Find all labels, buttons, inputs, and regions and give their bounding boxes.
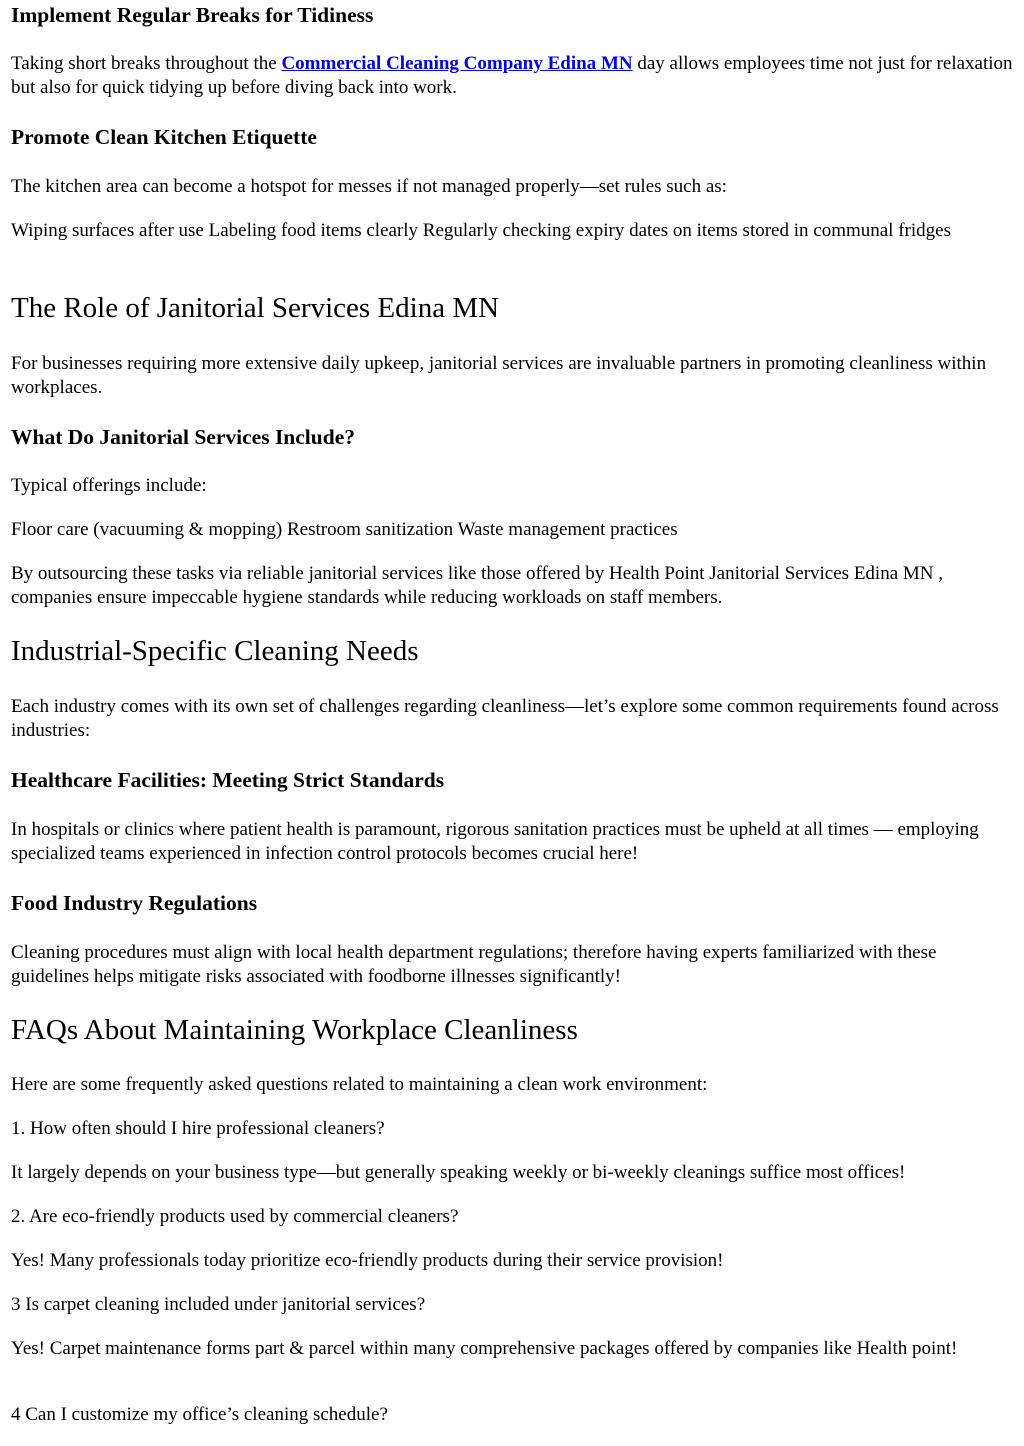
healthcare-paragraph: In hospitals or clinics where patient health is paramount, rigorous sanitation practices must be upheld at all times — employing specialized teams experienced in infection control protocols becomes crucial here!	[11, 819, 979, 864]
faq-answer: Yes! Carpet maintenance forms part & parcel within many comprehensive packages offered by companies like Health point!	[11, 1338, 958, 1359]
faq-answer: Yes! Many professionals today prioritize eco-friendly products during their service provision!	[11, 1250, 724, 1271]
include-outsourcing: By outsourcing these tasks via reliable janitorial services like those offered by Health Point Janitorial Services Edina MN , companies ensure impeccable hygiene standards while reducing workloads on staff members.	[11, 563, 944, 608]
breaks-text-after: day allows employees time not just for relaxation but also for quick tidying up before diving back into work.	[11, 53, 1013, 98]
commercial-cleaning-link[interactable]: Commercial Cleaning Company Edina MN	[281, 53, 633, 74]
industrial-heading: Industrial-Specific Cleaning Needs	[11, 635, 419, 667]
faq-heading: FAQs About Maintaining Workplace Cleanliness	[11, 1014, 578, 1046]
kitchen-heading: Promote Clean Kitchen Etiquette	[11, 125, 317, 149]
include-intro: Typical offerings include:	[11, 475, 207, 496]
industrial-paragraph: Each industry comes with its own set of challenges regarding cleanliness—let’s explore some common requirements found across industries:	[11, 696, 999, 741]
include-heading: What Do Janitorial Services Include?	[11, 425, 355, 449]
faq-answer: It largely depends on your business type—but generally speaking weekly or bi-weekly cleanings suffice most offices!	[11, 1162, 906, 1183]
food-paragraph: Cleaning procedures must align with local health department regulations; therefore having experts familiarized with these guidelines helps mitigate risks associated with foodborne illnesses significantly!	[11, 942, 937, 987]
faq-question: 4 Can I customize my office’s cleaning schedule?	[11, 1404, 388, 1425]
faq-question: 1. How often should I hire professional cleaners?	[11, 1118, 385, 1139]
faq-question: 3 Is carpet cleaning included under janitorial services?	[11, 1294, 426, 1315]
faq-question: 2. Are eco-friendly products used by commercial cleaners?	[11, 1206, 459, 1227]
food-heading: Food Industry Regulations	[11, 891, 258, 915]
janitorial-heading: The Role of Janitorial Services Edina MN	[11, 292, 500, 324]
kitchen-paragraph: The kitchen area can become a hotspot for messes if not managed properly—set rules such as:	[11, 176, 727, 197]
kitchen-rules-paragraph: Wiping surfaces after use Labeling food items clearly Regularly checking expiry dates on items stored in communal fridges	[11, 220, 951, 241]
faq-intro: Here are some frequently asked questions related to maintaining a clean work environment:	[11, 1074, 708, 1095]
janitorial-paragraph: For businesses requiring more extensive daily upkeep, janitorial services are invaluable partners in promoting cleanliness within workplaces.	[11, 353, 987, 398]
healthcare-heading: Healthcare Facilities: Meeting Strict Standards	[11, 768, 445, 792]
breaks-text-before: Taking short breaks throughout the	[11, 53, 282, 74]
include-list: Floor care (vacuuming & mopping) Restroom sanitization Waste management practices	[11, 519, 678, 540]
breaks-paragraph	[11, 52, 1016, 99]
breaks-heading: Implement Regular Breaks for Tidiness	[11, 3, 374, 27]
